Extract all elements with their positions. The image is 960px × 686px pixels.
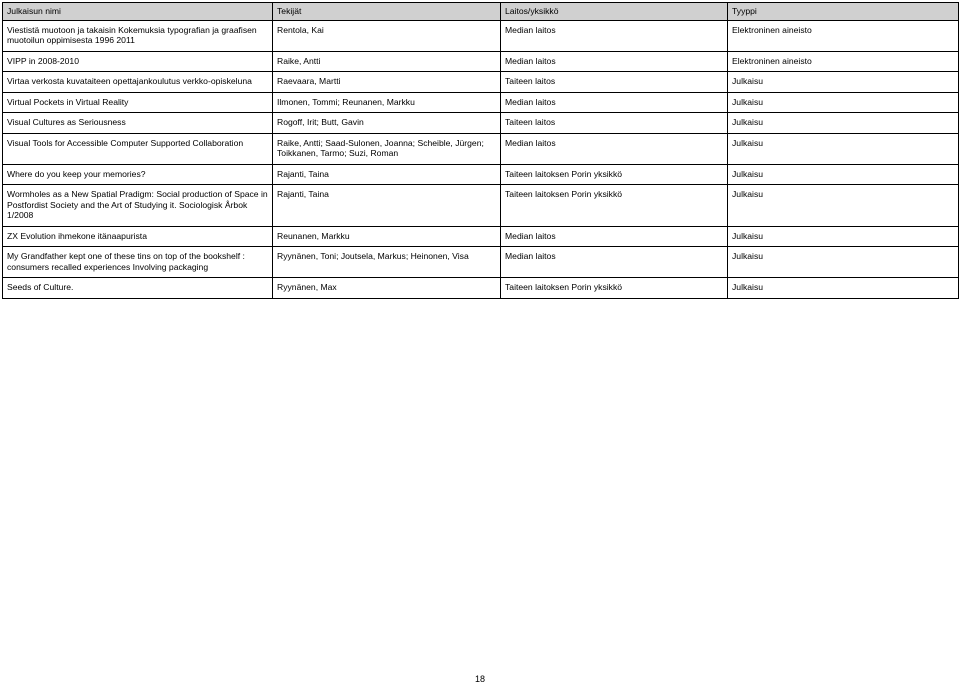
table-header-row [3,3,959,21]
cell-title: ZX Evolution ihmekone itänaapurista [3,226,273,247]
table-row [3,20,959,51]
cell-authors: Raevaara, Martti [273,72,501,93]
cell-department: Taiteen laitos [501,113,728,134]
cell-authors: Rajanti, Taina [273,164,501,185]
cell-title: Viestistä muotoon ja takaisin Kokemuksia typografian ja graafisen muotoilun oppimisesta 1996 2011 [3,20,273,51]
cell-department: Median laitos [501,133,728,164]
header-authors: Tekijät [273,3,501,21]
cell-title: Seeds of Culture. [3,278,273,299]
cell-authors: Rogoff, Irit; Butt, Gavin [273,113,501,134]
cell-type: Elektroninen aineisto [728,20,959,51]
table-row [3,92,959,113]
cell-authors: Ryynänen, Toni; Joutsela, Markus; Heinonen, Visa [273,247,501,278]
cell-authors: Rajanti, Taina [273,185,501,227]
cell-department: Median laitos [501,226,728,247]
header-department: Laitos/yksikkö [501,3,728,21]
cell-title: Wormholes as a New Spatial Pradigm: Social production of Space in Postfordist Society and the Art of Studying it. Sociologisk Årbok 1/2008 [3,185,273,227]
publications-table [2,2,959,299]
cell-department: Taiteen laitoksen Porin yksikkö [501,278,728,299]
cell-authors: Raike, Antti; Saad-Sulonen, Joanna; Scheible, Jürgen; Toikkanen, Tarmo; Suzi, Roman [273,133,501,164]
cell-title: VIPP in 2008-2010 [3,51,273,72]
cell-title: Visual Tools for Accessible Computer Supported Collaboration [3,133,273,164]
cell-title: Where do you keep your memories? [3,164,273,185]
cell-type: Julkaisu [728,185,959,227]
cell-type: Julkaisu [728,278,959,299]
cell-authors: Ilmonen, Tommi; Reunanen, Markku [273,92,501,113]
cell-type: Julkaisu [728,72,959,93]
header-type: Tyyppi [728,3,959,21]
cell-title: My Grandfather kept one of these tins on top of the bookshelf : consumers recalled experiences Involving packaging [3,247,273,278]
cell-department: Taiteen laitoksen Porin yksikkö [501,164,728,185]
cell-type: Julkaisu [728,247,959,278]
cell-department: Median laitos [501,92,728,113]
cell-type: Julkaisu [728,113,959,134]
table-row [3,51,959,72]
cell-authors: Rentola, Kai [273,20,501,51]
cell-type: Julkaisu [728,226,959,247]
cell-department: Median laitos [501,247,728,278]
cell-title: Virtaa verkosta kuvataiteen opettajankoulutus verkko-opiskeluna [3,72,273,93]
header-title: Julkaisun nimi [3,3,273,21]
table-row [3,72,959,93]
cell-department: Taiteen laitos [501,72,728,93]
table-row [3,247,959,278]
cell-type: Elektroninen aineisto [728,51,959,72]
table-row [3,226,959,247]
table-row [3,278,959,299]
cell-type: Julkaisu [728,133,959,164]
page-number: 18 [474,674,485,684]
cell-authors: Ryynänen, Max [273,278,501,299]
cell-department: Median laitos [501,51,728,72]
table-row [3,164,959,185]
cell-authors: Raike, Antti [273,51,501,72]
table-row [3,113,959,134]
table-row [3,185,959,227]
cell-authors: Reunanen, Markku [273,226,501,247]
table-row [3,133,959,164]
cell-title: Virtual Pockets in Virtual Reality [3,92,273,113]
cell-type: Julkaisu [728,92,959,113]
cell-department: Median laitos [501,20,728,51]
cell-department: Taiteen laitoksen Porin yksikkö [501,185,728,227]
cell-title: Visual Cultures as Seriousness [3,113,273,134]
cell-type: Julkaisu [728,164,959,185]
